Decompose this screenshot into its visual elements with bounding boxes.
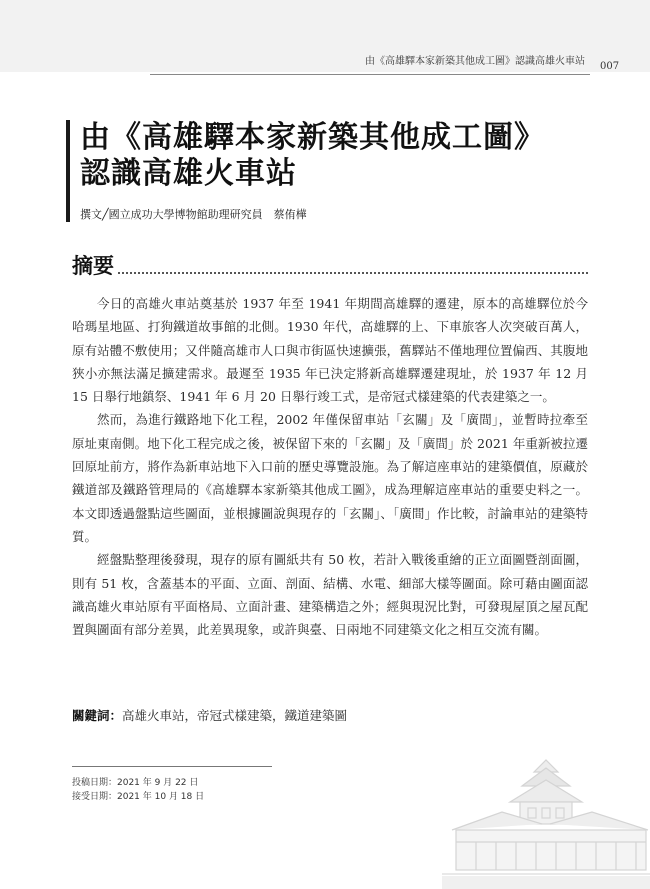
running-head: 由《高雄驛本家新築其他成工圖》認識高雄火車站: [365, 56, 585, 67]
abstract-paragraph: 然而，為進行鐵路地下化工程，2002 年僅保留車站「玄關」及「廣間」，並暫時拉牽至原址東南側。地下化工程完成之後，被保留下來的「玄關」及「廣間」於 2021 年重新被拉遷回原址前方，將作為新車站地下入口前的歷史導覽設施。為了解這座車站的建築價值，原藏於鐵道部及鐵路管理局的《高雄驛本家新築其他成工圖》，成為理解這座車站的重要史料之一。本文即透過盤點這些圖面，並根據圖說與現存的「玄關」、「廣間」作比較，討論車站的建築特質。: [72, 412, 588, 544]
title-line-2: 認識高雄火車站: [80, 156, 297, 191]
article-title: [80, 120, 600, 192]
page-number: 007: [600, 61, 620, 72]
title-line-1: 由《高雄驛本家新築其他成工圖》: [80, 120, 545, 155]
station-building-illustration: [442, 750, 650, 889]
submission-dates: [72, 776, 204, 804]
accepted-date: 接受日期：2021 年 10 月 18 日: [72, 792, 205, 802]
heading-dotted-leader: [118, 272, 588, 274]
submitted-date: 投稿日期：2021 年 9 月 22 日: [72, 778, 199, 788]
abstract-heading: 摘要: [72, 253, 114, 278]
keywords-text: 高雄火車站，帝冠式樣建築，鐵道建築圖: [122, 708, 348, 723]
footnote-rule: [72, 766, 272, 767]
article-title-block: [66, 120, 600, 222]
abstract-heading-row: [72, 252, 588, 280]
keywords-line: [72, 706, 588, 726]
keywords-label: 關鍵詞：: [72, 708, 123, 723]
abstract-body: [72, 292, 588, 641]
author-byline: 撰文╱國立成功大學博物館助理研究員 蔡侑樺: [80, 208, 307, 221]
abstract-paragraph: 今日的高雄火車站奠基於 1937 年至 1941 年期間高雄驛的遷建，原本的高雄驛位於今哈瑪星地區、打狗鐵道故事館的北側。1930 年代，高雄驛的上、下車旅客人次突破百萬人，原有站體不敷使用；又伴隨高雄市人口與市街區快速擴張，舊驛站不僅地理位置偏西、其腹地狹小亦無法滿足擴建需求。最遲至 1935 年已決定將新高雄驛遷建現址，於 1937 年 12 月 15 日舉行地鎮祭、1941 年 6 月 20 日舉行竣工式，是帝冠式樣建築的代表建築之一。: [72, 296, 588, 405]
header-rule: [150, 74, 590, 75]
abstract-paragraph: 經盤點整理後發現，現存的原有圖紙共有 50 枚，若計入戰後重繪的正立面圖暨剖面圖，則有 51 枚，含蓋基本的平面、立面、剖面、結構、水電、細部大樣等圖面。除可藉由圖面認識高雄火車站原有平面格局、立面計畫、建築構造之外；經與現況比對，可發現屋頂之屋瓦配置與圖面有部分差異，此差異現象，或許與臺、日兩地不同建築文化之相互交流有關。: [72, 552, 588, 638]
